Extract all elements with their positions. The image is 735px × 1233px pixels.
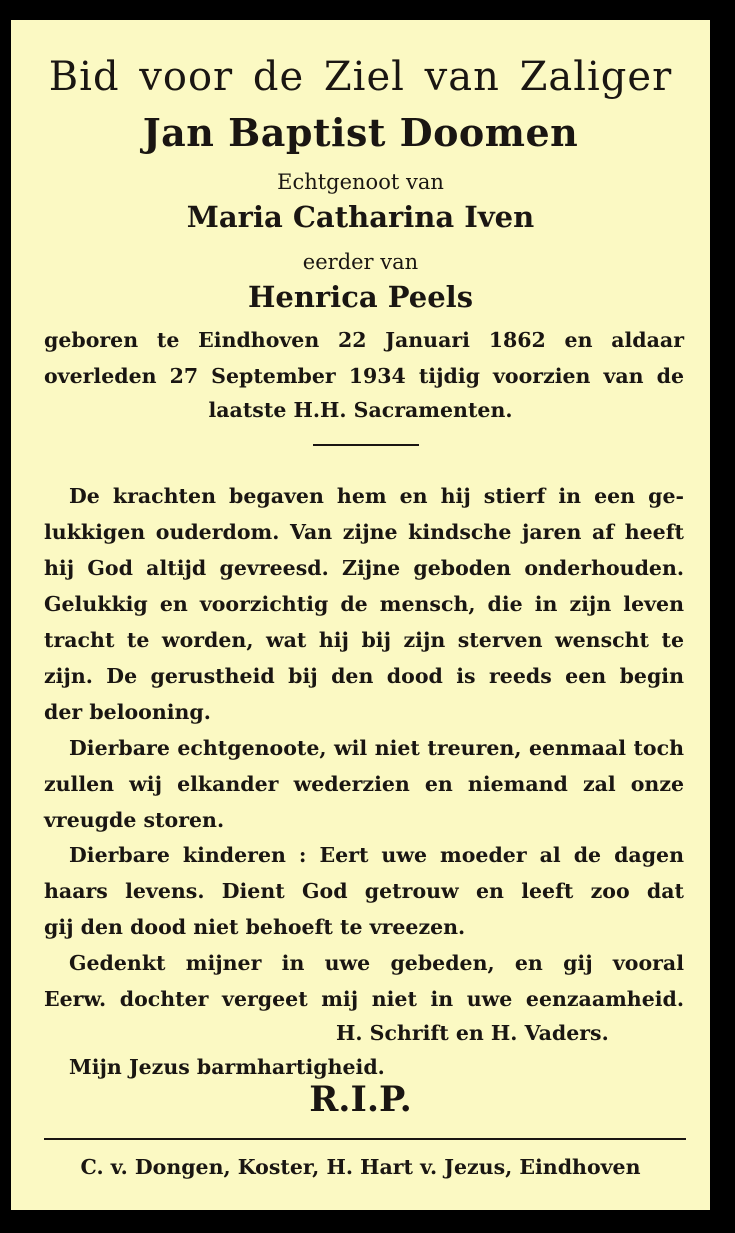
paragraph-line: der belooning. (44, 700, 211, 724)
paragraph-line: Gedenkt mijner in uwe gebeden, en gij vooral (69, 951, 684, 975)
printer-credit: C. v. Dongen, Koster, H. Hart v. Jezus, Eindhoven (80, 1155, 641, 1179)
paragraph-line: Gelukkig en voorzichtig de mensch, die in zijn leven (44, 592, 684, 616)
spouse-intro: Echtgenoot van (277, 170, 444, 194)
paragraph-line: zijn. De gerustheid bij den dood is reeds een begin (44, 664, 684, 688)
paragraph-line: haars levens. Dient God getrouw en leeft zoo dat (44, 879, 684, 903)
biography-line: geboren te Eindhoven 22 Januari 1862 en aldaar (44, 328, 684, 352)
memorial-card (11, 20, 710, 1210)
paragraph-line: zullen wij elkander wederzien en niemand zal onze (44, 772, 684, 796)
biography-line: overleden 27 September 1934 tijdig voorzien van de (44, 364, 684, 388)
divider-long (44, 1138, 686, 1140)
deceased-name: Jan Baptist Doomen (142, 110, 579, 155)
paragraph-line: Dierbare kinderen : Eert uwe moeder al de dagen (69, 843, 684, 867)
card-title: Bid voor de Ziel van Zaliger (48, 54, 673, 100)
invocation: Mijn Jezus barmhartigheid. (69, 1055, 385, 1079)
paragraph-line: De krachten begaven hem en hij stierf in een ge- (69, 484, 684, 508)
rip-text: R.I.P. (309, 1079, 412, 1120)
former-spouse-intro: eerder van (302, 250, 419, 274)
paragraph-line: Eerw. dochter vergeet mij niet in uwe eenzaamheid. (44, 987, 684, 1011)
scripture-attribution: H. Schrift en H. Vaders. (336, 1021, 609, 1045)
spouse-name: Maria Catharina Iven (186, 200, 535, 234)
former-spouse-name: Henrica Peels (247, 280, 474, 314)
paragraph-line: lukkigen ouderdom. Van zijne kindsche jaren af heeft (44, 520, 684, 544)
paragraph-line: Dierbare echtgenoote, wil niet treuren, eenmaal toch (69, 736, 684, 760)
biography-line: laatste H.H. Sacramenten. (208, 398, 513, 422)
paragraph-line: vreugde storen. (44, 808, 225, 832)
paragraph-line: hij God altijd gevreesd. Zijne geboden onderhouden. (44, 556, 684, 580)
divider-short (313, 444, 419, 446)
paragraph-line: gij den dood niet behoeft te vreezen. (44, 915, 466, 939)
paragraph-line: tracht te worden, wat hij bij zijn sterven wenscht te (44, 628, 684, 652)
